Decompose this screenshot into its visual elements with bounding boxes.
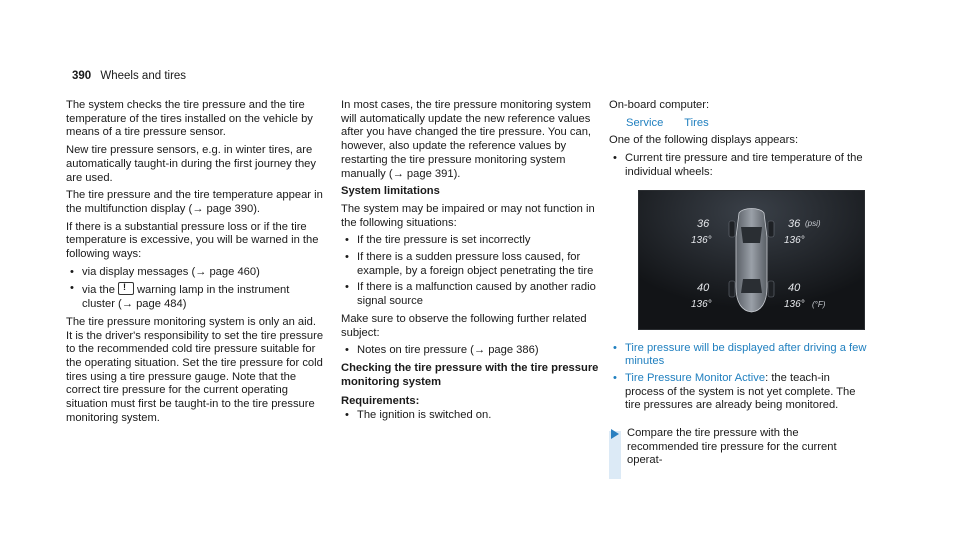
front-left-temperature: 136° <box>691 234 712 246</box>
warning-list <box>66 266 324 312</box>
step-text: Compare the tire pressure with the recommended tire pressure for the current operat- <box>627 427 837 467</box>
page-number: 390 <box>72 70 92 82</box>
column-2 <box>341 99 599 427</box>
display-list <box>609 152 869 179</box>
page-header <box>72 70 186 84</box>
paragraph: The system checks the tire pressure and the tire temperature of the tires installed on the vehicle by means of a tire pressure sensor. <box>66 99 313 139</box>
section-title: Wheels and tires <box>100 70 187 82</box>
instruction-step <box>609 427 869 468</box>
front-right-pressure: 36 <box>788 217 801 230</box>
paragraph: In most cases, the tire pressure monitoring system will automatically update the new reference values after you have changed the tire pressure. You can, however, also update the reference values by restarting the tire pressure monitoring system manually (→ page 391). <box>341 99 592 180</box>
requirements-list <box>341 409 599 423</box>
list-item: • If there is a malfunction caused by another radio signal source <box>341 281 599 308</box>
rear-right-temperature: 136° <box>784 298 805 310</box>
list-item: • The ignition is switched on. <box>341 409 599 423</box>
rear-left-temperature: 136° <box>691 298 712 310</box>
front-right-temperature: 136° <box>784 234 805 246</box>
list-item <box>609 342 869 369</box>
car-tire-diagram <box>639 191 864 329</box>
paragraph: The tire pressure and the tire temperature appear in the multifunction display (→ page 390). <box>66 189 323 215</box>
tire-pressure-warning-icon <box>118 282 134 295</box>
message-text: Tire pressure will be displayed after driving a few minutes <box>625 341 867 368</box>
paragraph: If there is a substantial pressure loss or if the tire temperature is excessive, you will be warned in the following ways: <box>66 220 319 261</box>
column-3 <box>609 99 869 468</box>
temperature-unit: (°F) <box>812 299 826 309</box>
message-list <box>609 342 869 414</box>
section-heading: System limitations <box>341 185 440 198</box>
paragraph: New tire pressure sensors, e.g. in winter tires, are automatically taught-in during the first journey they are used. <box>66 144 316 184</box>
step-arrow-icon <box>611 429 619 439</box>
menu-item-service: Service <box>626 116 664 129</box>
limitations-list <box>341 234 599 309</box>
paragraph: The system may be impaired or may not function in the following situations: <box>341 202 595 229</box>
section-heading: Checking the tire pressure with the tire pressure monitoring system <box>341 361 599 388</box>
list-item: • Current tire pressure and tire temperature of the individual wheels: <box>609 152 869 179</box>
requirements-heading: Requirements: <box>341 395 420 408</box>
tire-pressure-display <box>638 190 865 330</box>
list-item: • If the tire pressure is set incorrectly <box>341 234 599 248</box>
list-item: • If there is a sudden pressure loss caused, for example, by a foreign object penetrating the tire <box>341 251 599 278</box>
menu-path <box>626 117 869 131</box>
rear-left-pressure: 40 <box>697 281 710 294</box>
pressure-unit: (psi) <box>805 218 821 228</box>
paragraph: On-board computer: <box>609 99 710 111</box>
front-left-pressure: 36 <box>697 217 710 230</box>
rear-right-pressure: 40 <box>788 281 801 294</box>
list-item: • via the! warning lamp in the instrument cluster (→ page 484) <box>66 282 324 311</box>
menu-item-tires: Tires <box>684 116 709 129</box>
list-item: • via display messages (→ page 460) <box>66 266 324 280</box>
list-item: • Notes on tire pressure (→ page 386) <box>341 344 599 358</box>
message-text: Tire Pressure Monitor Active <box>625 371 766 384</box>
paragraph: One of the following displays appears: <box>609 134 799 147</box>
paragraph: Make sure to observe the following further related subject: <box>341 312 587 339</box>
related-list <box>341 344 599 358</box>
paragraph: The tire pressure monitoring system is only an aid. It is the driver's responsibility to set the tire pressure to the recommended cold tire pressure suitable for the operating situation. Set the tire pressure for cold tires using a tire pressure gauge. Note that the correct tire pressure for the current operating situation must first be taught-in to the tire pressure monitoring system. <box>66 315 324 424</box>
column-1 <box>66 99 324 429</box>
list-item: • Tire Pressure Monitor Active: the teach-in process of the system is not yet complete. The tire pressures are already being monitored. <box>609 372 869 413</box>
